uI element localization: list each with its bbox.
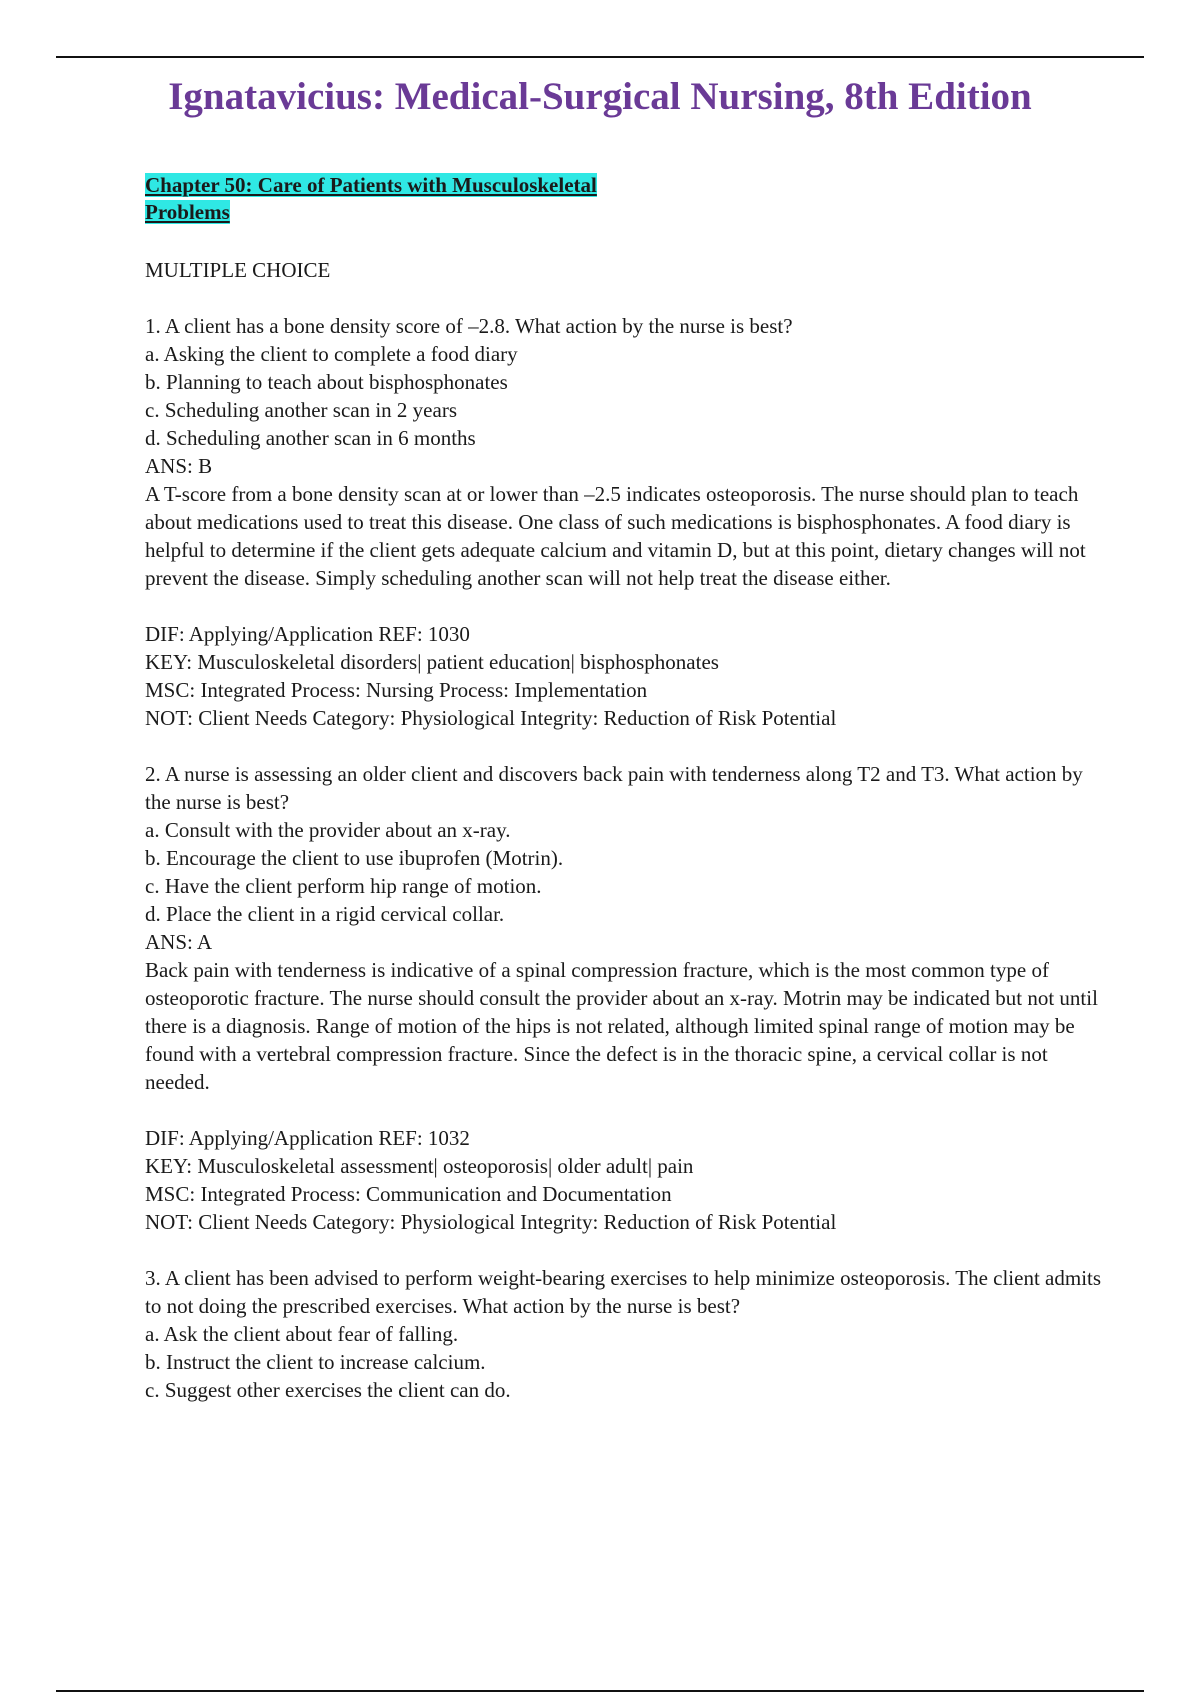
option-a: a. Ask the client about fear of falling. (145, 1322, 459, 1346)
msc-category: MSC: Integrated Process: Nursing Process: Implementation (145, 678, 648, 702)
answer: ANS: B (145, 454, 213, 478)
chapter-heading-text: Chapter 50: Care of Patients with Musculoskeletal Problems (145, 173, 597, 224)
question-stem: 2. A nurse is assessing an older client and discovers back pain with tenderness along T2 and T3. What action by the nurse is best? (145, 762, 1083, 814)
msc-category: MSC: Integrated Process: Communication and Documentation (145, 1182, 672, 1206)
rationale: A T-score from a bone density scan at or lower than –2.5 indicates osteoporosis. The nurse should plan to teach about medications used to treat this disease. One class of such medications is bisphosphonates. A food diary is helpful to determine if the client gets adequate calcium and vitamin D, but at this point, dietary changes will not prevent the disease. Simply scheduling another scan will not help treat the disease either. (145, 482, 1086, 590)
client-needs-category: NOT: Client Needs Category: Physiological Integrity: Reduction of Risk Potential (145, 706, 837, 730)
question-stem: 1. A client has a bone density score of –2.8. What action by the nurse is best? (145, 314, 793, 338)
difficulty-reference: DIF: Applying/Application REF: 1032 (145, 1126, 470, 1150)
keywords: KEY: Musculoskeletal disorders| patient education| bisphosphonates (145, 650, 719, 674)
option-c: c. Have the client perform hip range of motion. (145, 874, 542, 898)
option-c: c. Suggest other exercises the client can do. (145, 1378, 511, 1402)
question-2 (145, 760, 1105, 1236)
option-c: c. Scheduling another scan in 2 years (145, 398, 457, 422)
section-heading: MULTIPLE CHOICE (145, 258, 331, 282)
rationale: Back pain with tenderness is indicative of a spinal compression fracture, which is the most common type of osteoporotic fracture. The nurse should consult the provider about an x-ray. Motrin may be indicated but not until there is a diagnosis. Range of motion of the hips is not related, although limited spinal range of motion may be found with a vertebral compression fracture. Since the defect is in the thoracic spine, a cervical collar is not needed. (145, 958, 1098, 1094)
chapter-heading (145, 172, 685, 226)
document-title: Ignatavicius: Medical-Surgical Nursing, 8th Edition (168, 75, 1032, 118)
option-b: b. Encourage the client to use ibuprofen (Motrin). (145, 846, 564, 870)
top-rule (56, 56, 1144, 58)
option-b: b. Planning to teach about bisphosphonates (145, 370, 508, 394)
keywords: KEY: Musculoskeletal assessment| osteoporosis| older adult| pain (145, 1154, 694, 1178)
question-stem: 3. A client has been advised to perform weight-bearing exercises to help minimize osteoporosis. The client admits to not doing the prescribed exercises. What action by the nurse is best? (145, 1266, 1102, 1318)
option-d: d. Scheduling another scan in 6 months (145, 426, 476, 450)
option-a: a. Consult with the provider about an x-ray. (145, 818, 511, 842)
difficulty-reference: DIF: Applying/Application REF: 1030 (145, 622, 470, 646)
question-1 (145, 312, 1105, 732)
document-body (145, 172, 1105, 1404)
option-b: b. Instruct the client to increase calcium. (145, 1350, 486, 1374)
option-a: a. Asking the client to complete a food diary (145, 342, 518, 366)
option-d: d. Place the client in a rigid cervical collar. (145, 902, 505, 926)
question-3 (145, 1264, 1105, 1404)
bottom-rule (56, 1690, 1144, 1692)
client-needs-category: NOT: Client Needs Category: Physiological Integrity: Reduction of Risk Potential (145, 1210, 837, 1234)
answer: ANS: A (145, 930, 213, 954)
